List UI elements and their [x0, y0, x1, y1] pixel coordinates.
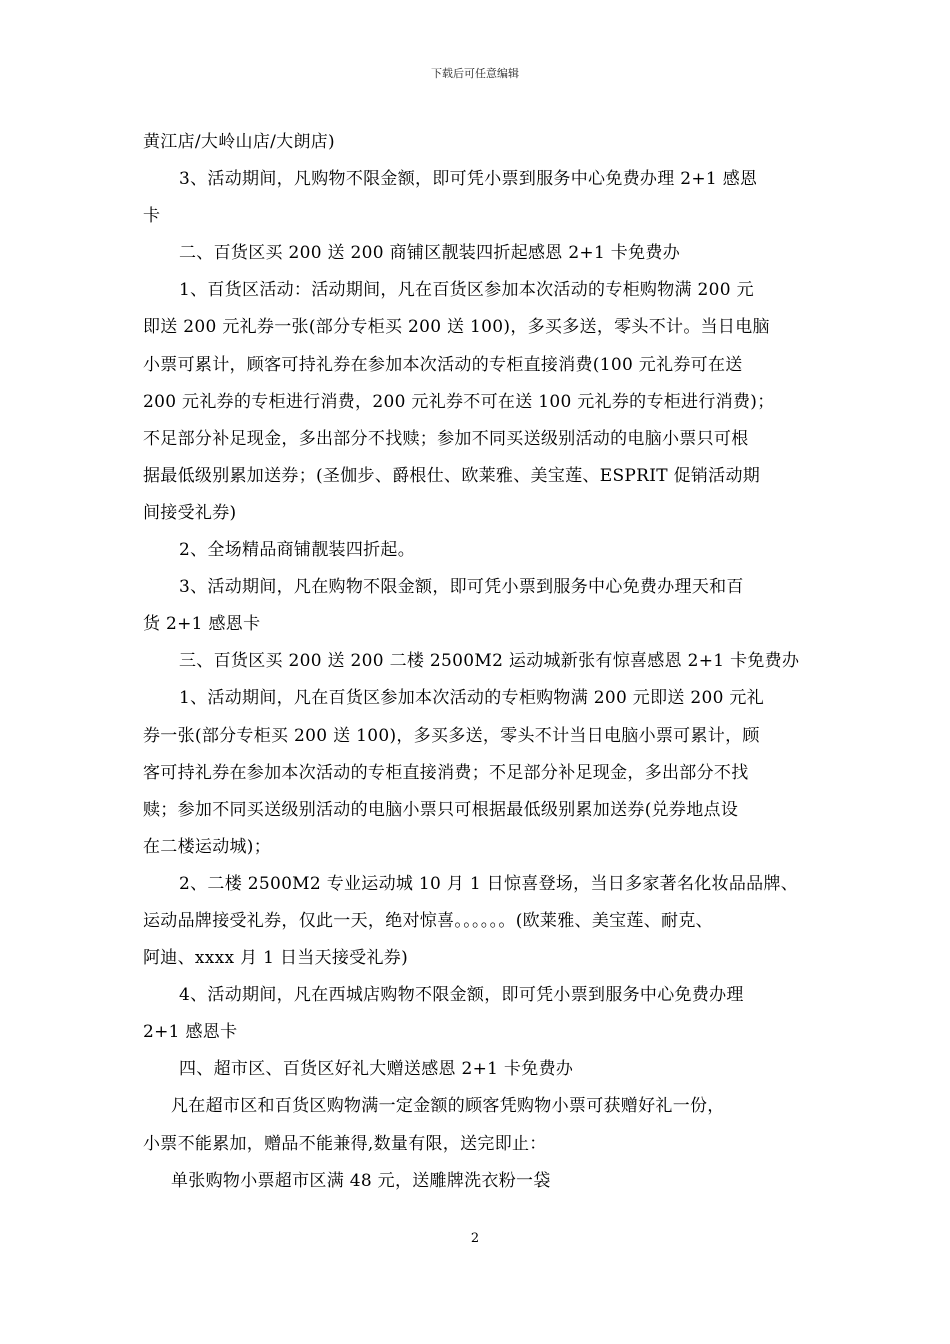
text-line: 客可持礼券在参加本次活动的专柜直接消费；不足部分补足现金，多出部分不找: [143, 762, 749, 783]
text-line: 卡: [143, 206, 161, 227]
text-line: 小票可累计，顾客可持礼券在参加本次活动的专柜直接消费(100 元礼券可在送: [143, 354, 743, 375]
section-heading: 三、百货区买 200 送 200 二楼 2500M2 运动城新张有惊喜感恩 2+1 卡免费办: [179, 651, 800, 672]
text-line: 2、二楼 2500M2 专业运动城 10 月 1 日惊喜登场，当日多家著名化妆品品牌、: [179, 873, 799, 894]
text-line: 小票不能累加，赠品不能兼得,数量有限，送完即止：: [143, 1133, 547, 1154]
document-body: [143, 124, 808, 1200]
text-line: 券一张(部分专柜买 200 送 100)，多买多送，零头不计当日电脑小票可累计，顾: [143, 725, 760, 746]
text-line: 1、活动期间，凡在百货区参加本次活动的专柜购物满 200 元即送 200 元礼: [179, 688, 765, 709]
text-line: 4、活动期间，凡在西城店购物不限金额，即可凭小票到服务中心免费办理: [179, 985, 744, 1006]
section-heading: 四、超市区、百货区好礼大赠送感恩 2+1 卡免费办: [179, 1059, 574, 1080]
text-line: 阿迪、xxxx 月 1 日当天接受礼券): [143, 948, 409, 969]
text-line: 1、百货区活动：活动期间，凡在百货区参加本次活动的专柜购物满 200 元: [179, 280, 754, 301]
text-line: 在二楼运动城)；: [143, 836, 272, 857]
text-line: 运动品牌接受礼券，仅此一天，绝对惊喜。。。。。。(欧莱雅、美宝莲、耐克、: [143, 910, 713, 931]
text-line: 黄江店/大岭山店/大朗店): [143, 132, 335, 152]
text-line: 3、活动期间，凡购物不限金额，即可凭小票到服务中心免费办理 2+1 感恩: [179, 169, 758, 190]
page-number: 2: [470, 1231, 480, 1246]
text-line: 凡在超市区和百货区购物满一定金额的顾客凭购物小票可获赠好礼一份，: [171, 1096, 725, 1117]
text-line: 200 元礼券的专柜进行消费，200 元礼券不可在送 100 元礼券的专柜进行消费)；: [143, 391, 775, 412]
text-line: 不足部分补足现金，多出部分不找赎；参加不同买送级别活动的电脑小票只可根: [143, 428, 749, 449]
text-line: 货 2+1 感恩卡: [143, 614, 261, 635]
section-heading: 二、百货区买 200 送 200 商铺区靓装四折起感恩 2+1 卡免费办: [179, 243, 680, 264]
text-line: 据最低级别累加送券；(圣伽步、爵根仕、欧莱雅、美宝莲、ESPRIT 促销活动期: [143, 465, 761, 486]
text-line: 单张购物小票超市区满 48 元，送雕牌洗衣粉一袋: [171, 1170, 551, 1191]
text-line: 2+1 感恩卡: [143, 1022, 238, 1043]
text-line: 3、活动期间，凡在购物不限金额，即可凭小票到服务中心免费办理天和百: [179, 577, 744, 598]
text-line: 间接受礼券): [143, 502, 237, 523]
text-line: 赎；参加不同买送级别活动的电脑小票只可根据最低级别累加送券(兑券地点设: [143, 799, 739, 820]
page-header: 下载后可任意编辑: [431, 67, 519, 80]
text-line: 2、全场精品商铺靓装四折起。: [179, 540, 416, 561]
text-line: 即送 200 元礼券一张(部分专柜买 200 送 100)，多买多送，零头不计。当日电脑: [143, 317, 770, 338]
